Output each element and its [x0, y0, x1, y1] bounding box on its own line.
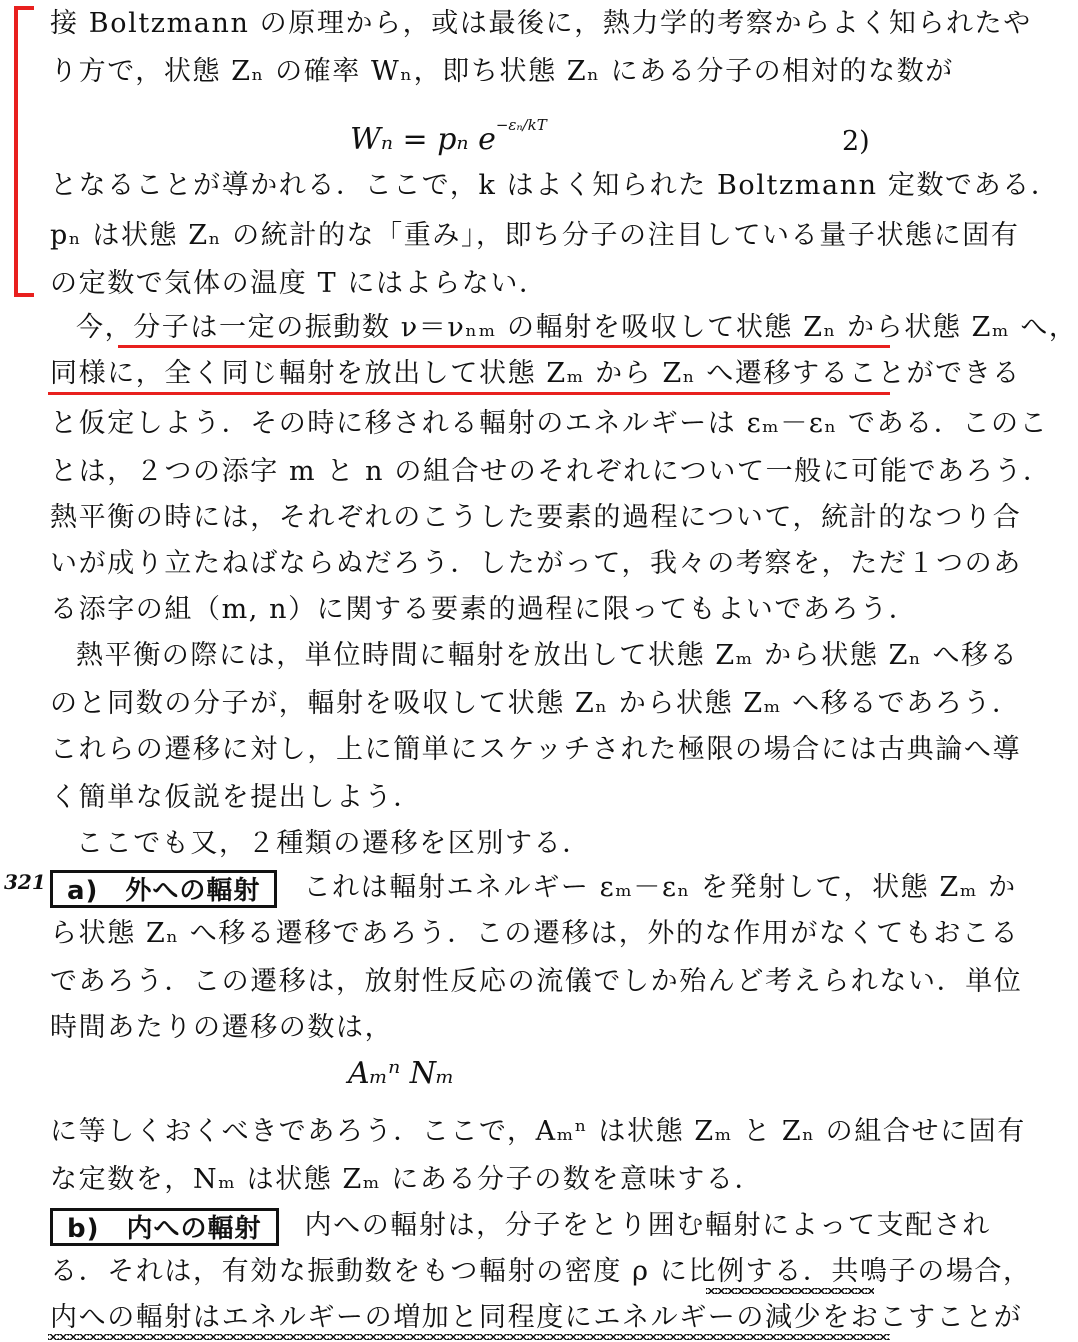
- text-line: となることが導かれる．ここで，k はよく知られた Boltzmann 定数である．: [50, 170, 1060, 201]
- red-margin-bracket: [14, 6, 34, 297]
- text-line: り方で，状態 Zₙ の確率 Wₙ，即ち状態 Zₙ にある分子の相対的な数が: [50, 56, 954, 87]
- text-line: ここでも又，２種類の遷移を区別する．: [76, 828, 591, 859]
- text-line: 内への輻射はエネルギーの増加と同程度にエネルギーの減少をおこすことが: [50, 1302, 1023, 1333]
- section-label-inward-radiation: b) 内への輻射: [50, 1208, 279, 1246]
- text-line: く簡単な仮説を提出しよう．: [50, 782, 422, 813]
- text-run: 内への輻射は，分子をとり囲む輻射によって支配され: [304, 1210, 991, 1241]
- wavy-underline: [48, 1334, 890, 1340]
- text-line: に等しくおくべきであろう．ここで，Aₘⁿ は状態 Zₘ と Zₙ の組合せに固有: [50, 1116, 1026, 1147]
- text-line: とは，２つの添字 m と n の組合せのそれぞれについて一般に可能であろう．: [50, 456, 1052, 487]
- text-line: な定数を，Nₘ は状態 Zₘ にある分子の数を意味する．: [50, 1164, 764, 1195]
- red-underline: [48, 392, 890, 395]
- text-line: る．それは，有効な振動数をもつ輻射の密度 ρ に比例する．共鳴子の場合，: [50, 1256, 1032, 1287]
- text-line: であろう．この遷移は，放射性反応の流儀でしか殆んど考えられない．単位: [50, 966, 1023, 997]
- text-line: いが成り立たねばならぬだろう．したがって，我々の考察を，ただ１つのあ: [50, 548, 1022, 579]
- equation-exponent: −εₙ/kT: [495, 116, 547, 134]
- text-line: る添字の組（m, n）に関する要素的過程に限ってもよいであろう．: [50, 594, 918, 625]
- text-line: 同様に，全く同じ輻射を放出して状態 Zₘ から Zₙ へ遷移することができる: [50, 358, 1021, 389]
- wavy-underline: [706, 1288, 874, 1294]
- text-line: 熱平衡の際には，単位時間に輻射を放出して状態 Zₘ から状態 Zₙ へ移る: [76, 640, 1019, 671]
- text-line: 時間あたりの遷移の数は，: [50, 1012, 394, 1043]
- section-label-outward-radiation: a) 外への輻射: [50, 870, 277, 908]
- equation-transition-count: Aₘⁿ Nₘ: [348, 1056, 455, 1091]
- text-line: 今，分子は一定の振動数 ν＝νₙₘ の輻射を吸収して状態 Zₙ から状態 Zₘ へ，: [76, 312, 1078, 343]
- equation-boltzmann: [350, 116, 547, 157]
- equation-body: Wₙ = pₙ e: [350, 122, 496, 157]
- text-line: ら状態 Zₙ へ移る遷移であろう．この遷移は，外的な作用がなくてもおこる: [50, 918, 1020, 949]
- red-underline: [118, 345, 890, 348]
- text-line: これらの遷移に対し，上に簡単にスケッチされた極限の場合には古典論へ導: [50, 734, 1022, 765]
- text-line: 接 Boltzmann の原理から，或は最後に，熱力学的考察からよく知られたや: [50, 8, 1032, 39]
- text-line: のと同数の分子が，輻射を吸収して状態 Zₙ から状態 Zₘ へ移るであろう．: [50, 688, 1021, 719]
- text-line: [50, 866, 1017, 910]
- text-line: と仮定しよう．その時に移される輻射のエネルギーは εₘ－εₙ である．このこ: [50, 408, 1049, 439]
- text-run: これは輻射エネルギー εₘ－εₙ を発射して，状態 Zₘ か: [303, 872, 1017, 903]
- text-line: [50, 1204, 991, 1248]
- margin-page-number: 321: [4, 870, 46, 894]
- text-line: pₙ は状態 Zₙ の統計的な「重み」，即ち分子の注目している量子状態に固有: [50, 220, 1020, 251]
- text-line: の定数で気体の温度 T にはよらない．: [50, 268, 548, 299]
- equation-number: 2): [842, 126, 870, 157]
- text-line: 熱平衡の時には，それぞれのこうした要素的過程について，統計的なつり合: [50, 502, 1022, 533]
